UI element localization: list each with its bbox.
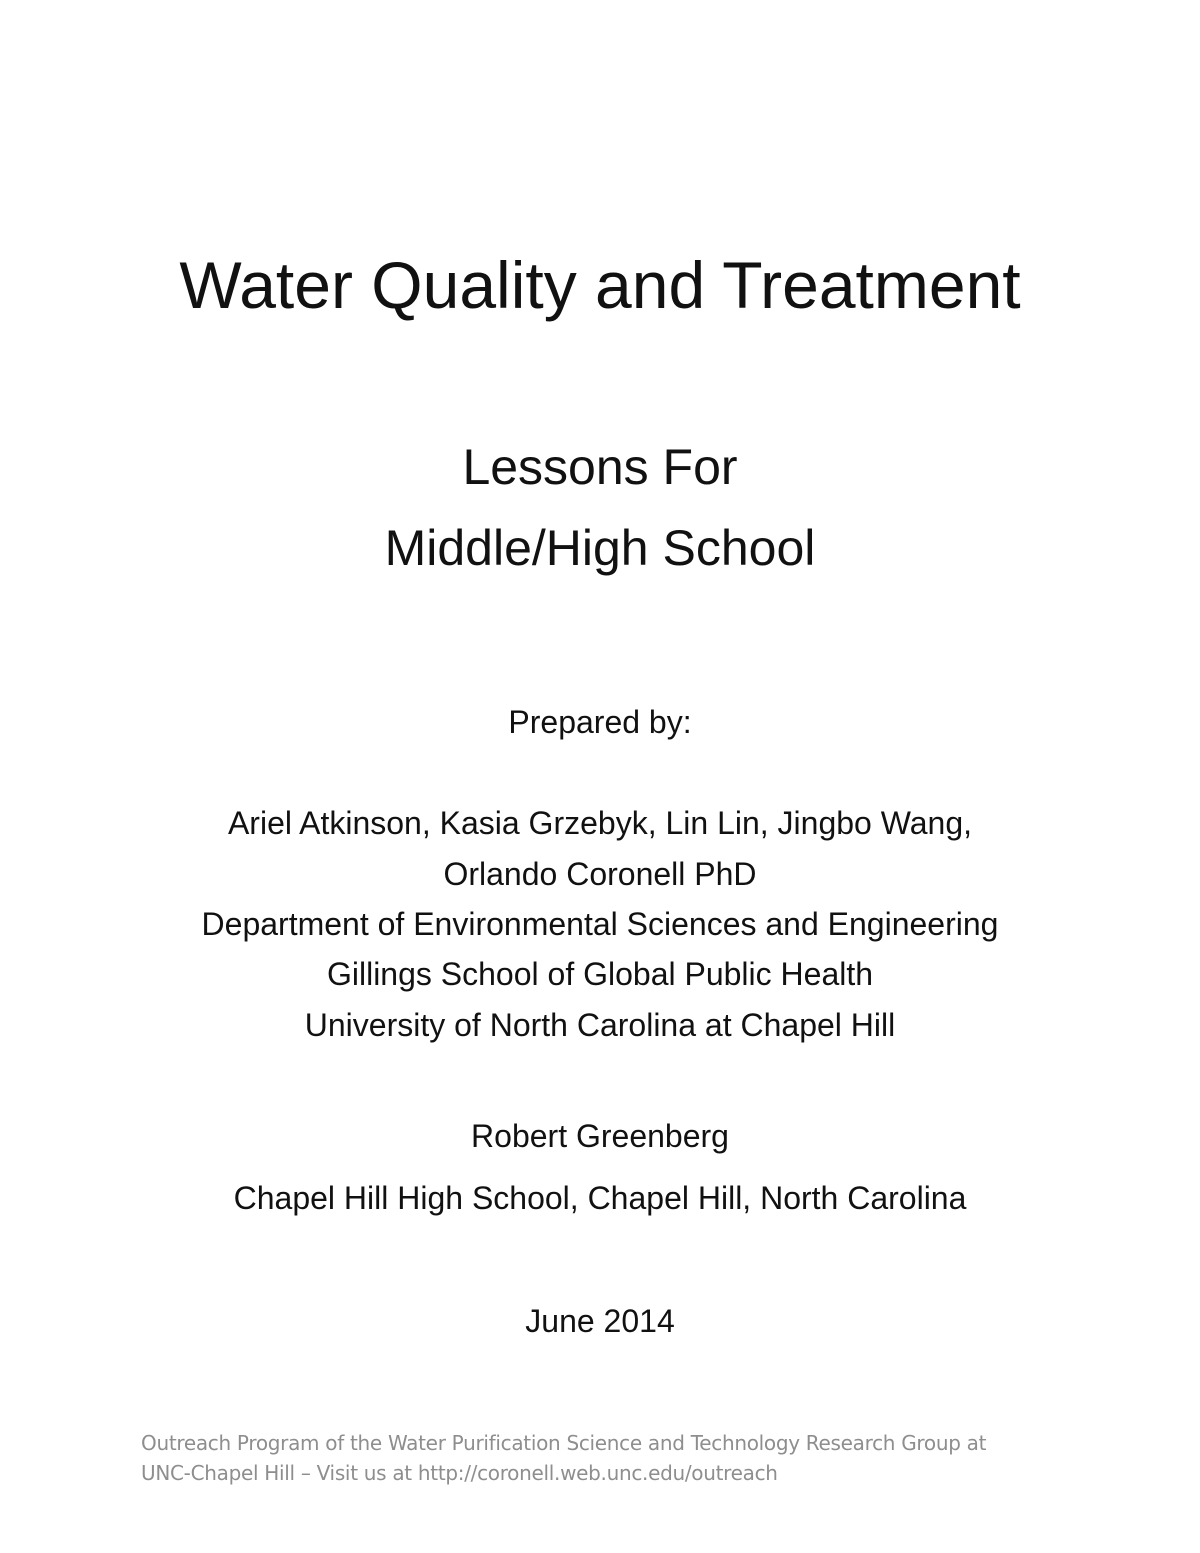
authors-line-2: Orlando Coronell PhD xyxy=(443,856,757,892)
university-name: University of North Carolina at Chapel Hill xyxy=(304,1007,896,1043)
subtitle-line-1: Lessons For xyxy=(462,439,738,495)
school-name: Gillings School of Global Public Health xyxy=(326,956,874,992)
teacher-affiliation: Chapel Hill High School, Chapel Hill, North Carolina xyxy=(233,1180,967,1216)
prepared-by-label: Prepared by: xyxy=(508,704,692,740)
authors-line-1: Ariel Atkinson, Kasia Grzebyk, Lin Lin, Jingbo Wang, xyxy=(227,805,973,841)
footer-note xyxy=(141,1428,1101,1488)
footer-line-1: Outreach Program of the Water Purification Science and Technology Research Group at xyxy=(141,1431,987,1455)
footer-line-2: UNC-Chapel Hill – Visit us at http://coronell.web.unc.edu/outreach xyxy=(141,1461,778,1485)
subtitle-line-2: Middle/High School xyxy=(384,520,816,576)
teacher-name: Robert Greenberg xyxy=(471,1118,729,1154)
document-title: Water Quality and Treatment xyxy=(179,248,1021,322)
document-date: June 2014 xyxy=(525,1303,675,1339)
department-name: Department of Environmental Sciences and Engineering xyxy=(201,906,999,942)
